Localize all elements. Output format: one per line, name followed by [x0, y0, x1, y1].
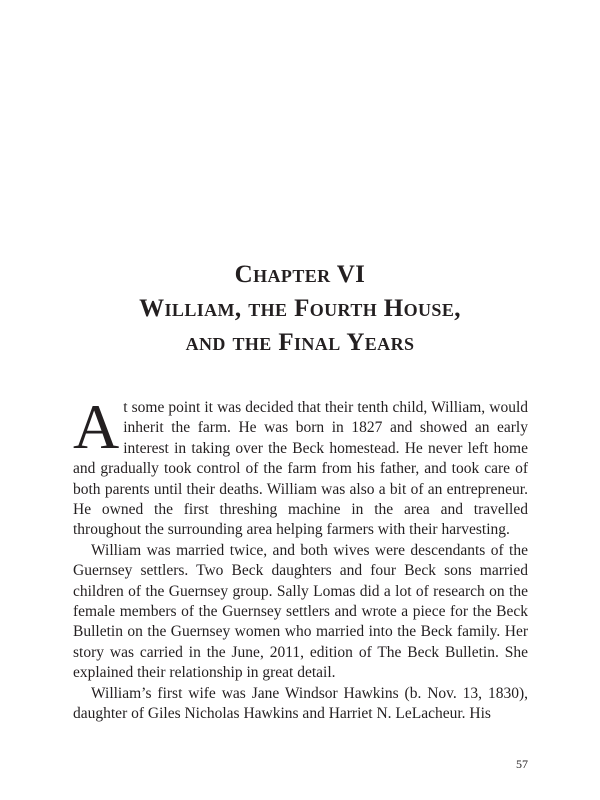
page-number: 57	[516, 757, 528, 771]
chapter-title-line-2: and the Final Years	[185, 329, 415, 356]
body-text	[73, 391, 528, 725]
drop-cap: A	[73, 391, 120, 462]
paragraph-2: William was married twice, and both wives were descendants of the Guernsey settlers. Two Beck daughters and four Beck sons married children of the Guernsey group. Sally Lomas did a lot of research on the female members of the Guernsey settlers and wrote a piece for the Beck Bulletin on the Guernsey women who married into the Beck family. Her story was carried in the June, 2011, edition of The Beck Bulletin. She explained their relationship in great detail.	[73, 541, 528, 682]
chapter-number: Chapter VI	[234, 261, 366, 288]
chapter-heading	[0, 258, 600, 360]
paragraph-1-text: t some point it was decided that their tenth child, William, would inherit the farm. He was born in 1827 and showed an early interest in taking over the Beck homestead. He never left home and gradually took control of the farm from his father, and took care of both parents until their deaths. William was also a bit of an entrepreneur. He owned the first threshing machine in the area and travelled throughout the surrounding area helping farmers with their harvesting.	[73, 399, 528, 539]
paragraph-1	[73, 391, 528, 541]
paragraph-3: William’s first wife was Jane Windsor Hawkins (b. Nov. 13, 1830), daughter of Giles Nicholas Hawkins and Harriet N. LeLacheur. His	[73, 684, 528, 723]
chapter-title-line-1: William, the Fourth House,	[139, 295, 461, 322]
